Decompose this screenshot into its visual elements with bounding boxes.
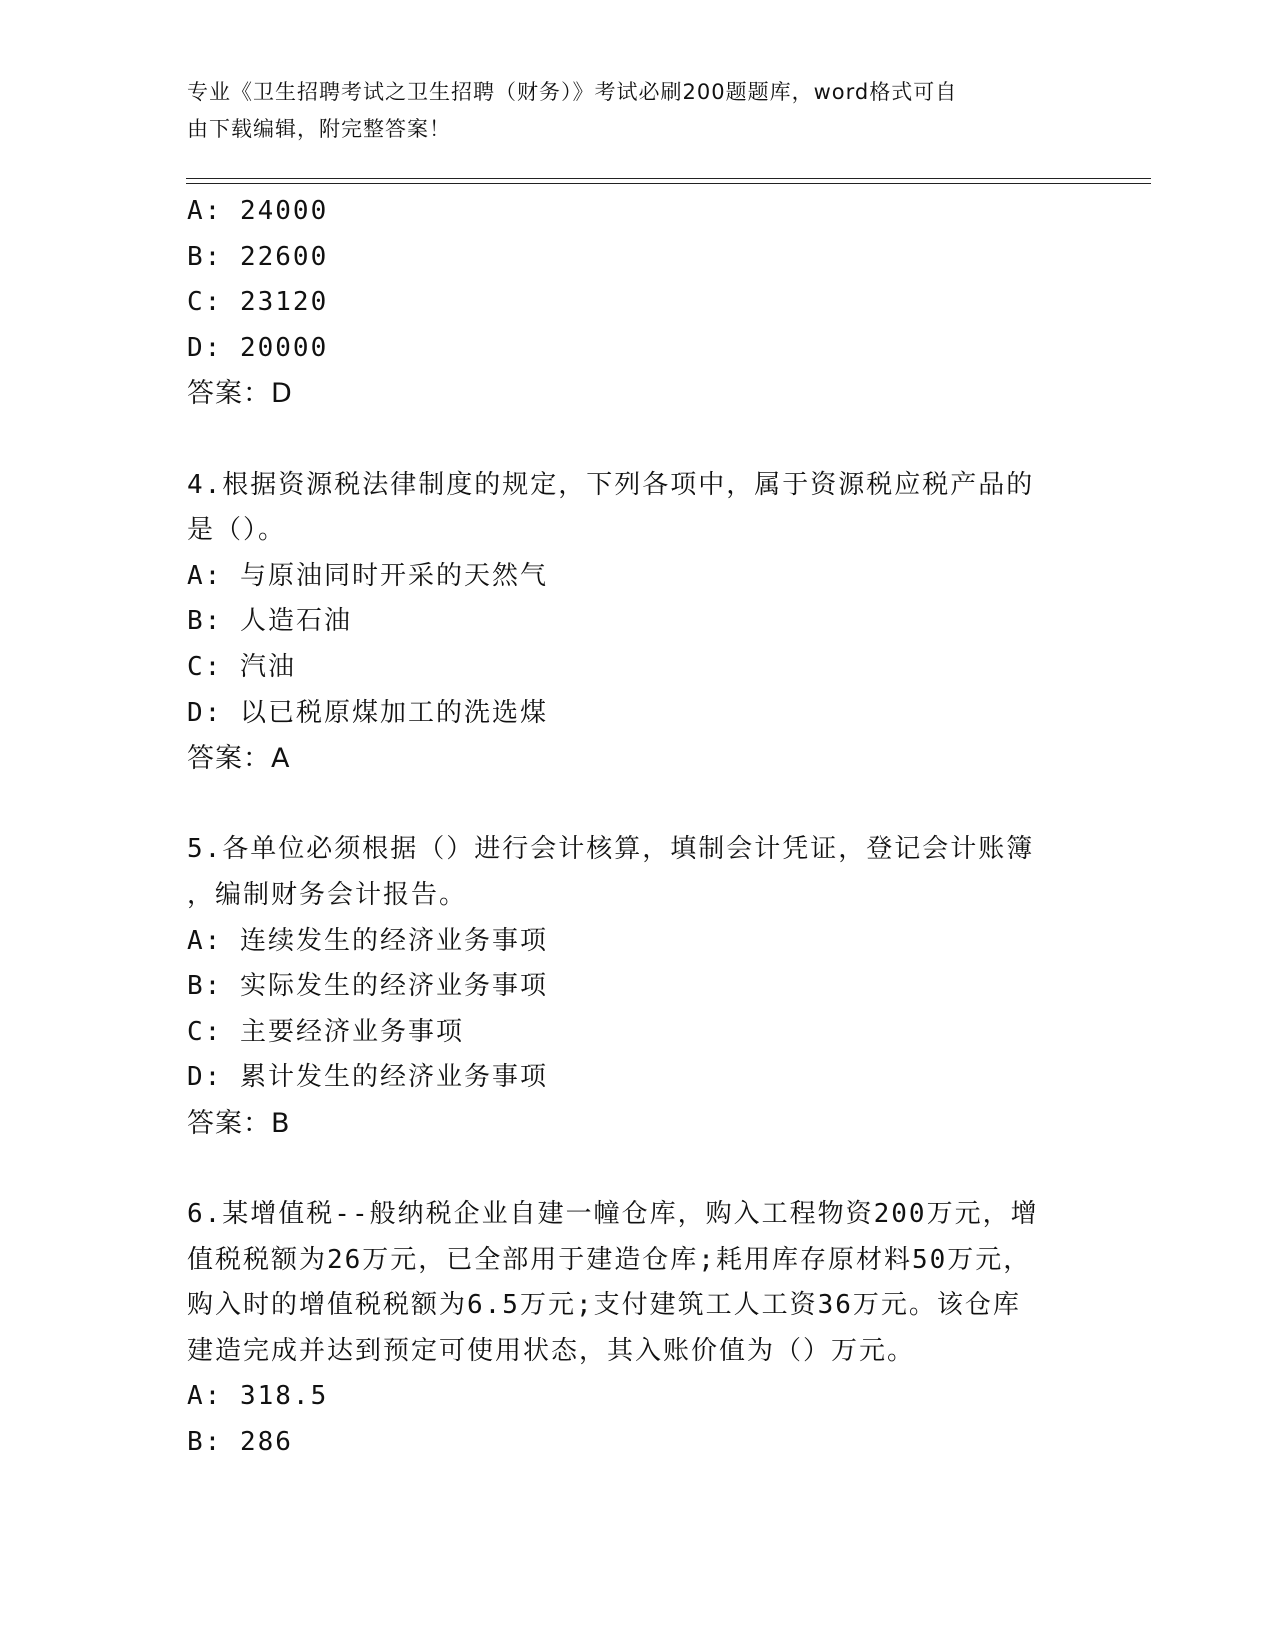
option-c: C: 汽油 — [187, 651, 296, 682]
question-stem: 6.某增值税--般纳税企业自建一幢仓库，购入工程物资200万元，增 — [187, 1199, 1039, 1230]
option-a: A: 与原油同时开采的天然气 — [187, 560, 548, 591]
answer: 答案：A — [187, 743, 291, 775]
question-stem: 4.根据资源税法律制度的规定，下列各项中，属于资源税应税产品的 — [187, 469, 1035, 500]
question-4 — [187, 463, 1087, 782]
page-header — [187, 74, 1067, 148]
option-b: B: 286 — [187, 1427, 293, 1458]
spacer — [187, 782, 1087, 828]
option-a: A: 318.5 — [187, 1381, 329, 1412]
option-d: D: 累计发生的经济业务事项 — [187, 1062, 548, 1093]
option-b: B: 实际发生的经济业务事项 — [187, 971, 548, 1002]
answer: 答案：D — [187, 378, 293, 410]
question-stem-continued: 购入时的增值税税额为6.5万元;支付建筑工人工资36万元。该仓库 — [187, 1290, 1021, 1321]
spacer — [187, 417, 1087, 463]
answer: 答案：B — [187, 1107, 291, 1139]
question-5 — [187, 827, 1087, 1146]
option-c: C: 主要经济业务事项 — [187, 1016, 464, 1047]
header-line-1: 专业《卫生招聘考试之卫生招聘（财务）》考试必刷200题题库，word格式可自 — [187, 80, 958, 104]
option-c: C: 23120 — [187, 287, 329, 318]
option-a: A: 连续发生的经济业务事项 — [187, 925, 548, 956]
question-stem-continued: 建造完成并达到预定可使用状态，其入账价值为（）万元。 — [187, 1335, 916, 1366]
question-stem-continued: 是（）。 — [187, 515, 287, 546]
option-a: A: 24000 — [187, 196, 329, 226]
header-divider-bottom — [186, 183, 1151, 184]
question-stem-continued: 值税税额为26万元，已全部用于建造仓库;耗用库存原材料50万元， — [187, 1244, 1032, 1275]
spacer — [187, 1146, 1087, 1192]
option-d: D: 以已税原煤加工的洗选煤 — [187, 697, 548, 728]
header-divider-top — [186, 178, 1151, 179]
option-d: D: 20000 — [187, 332, 329, 363]
header-line-2: 由下载编辑，附完整答案！ — [187, 117, 451, 141]
option-b: B: 人造石油 — [187, 606, 352, 637]
question-stem: 5.各单位必须根据（）进行会计核算，填制会计凭证，登记会计账簿 — [187, 834, 1035, 865]
option-b: B: 22600 — [187, 241, 329, 272]
question-3 — [187, 189, 1087, 417]
question-stem-continued: ，编制财务会计报告。 — [187, 879, 468, 910]
question-6 — [187, 1192, 1087, 1466]
question-list — [187, 189, 1087, 1466]
